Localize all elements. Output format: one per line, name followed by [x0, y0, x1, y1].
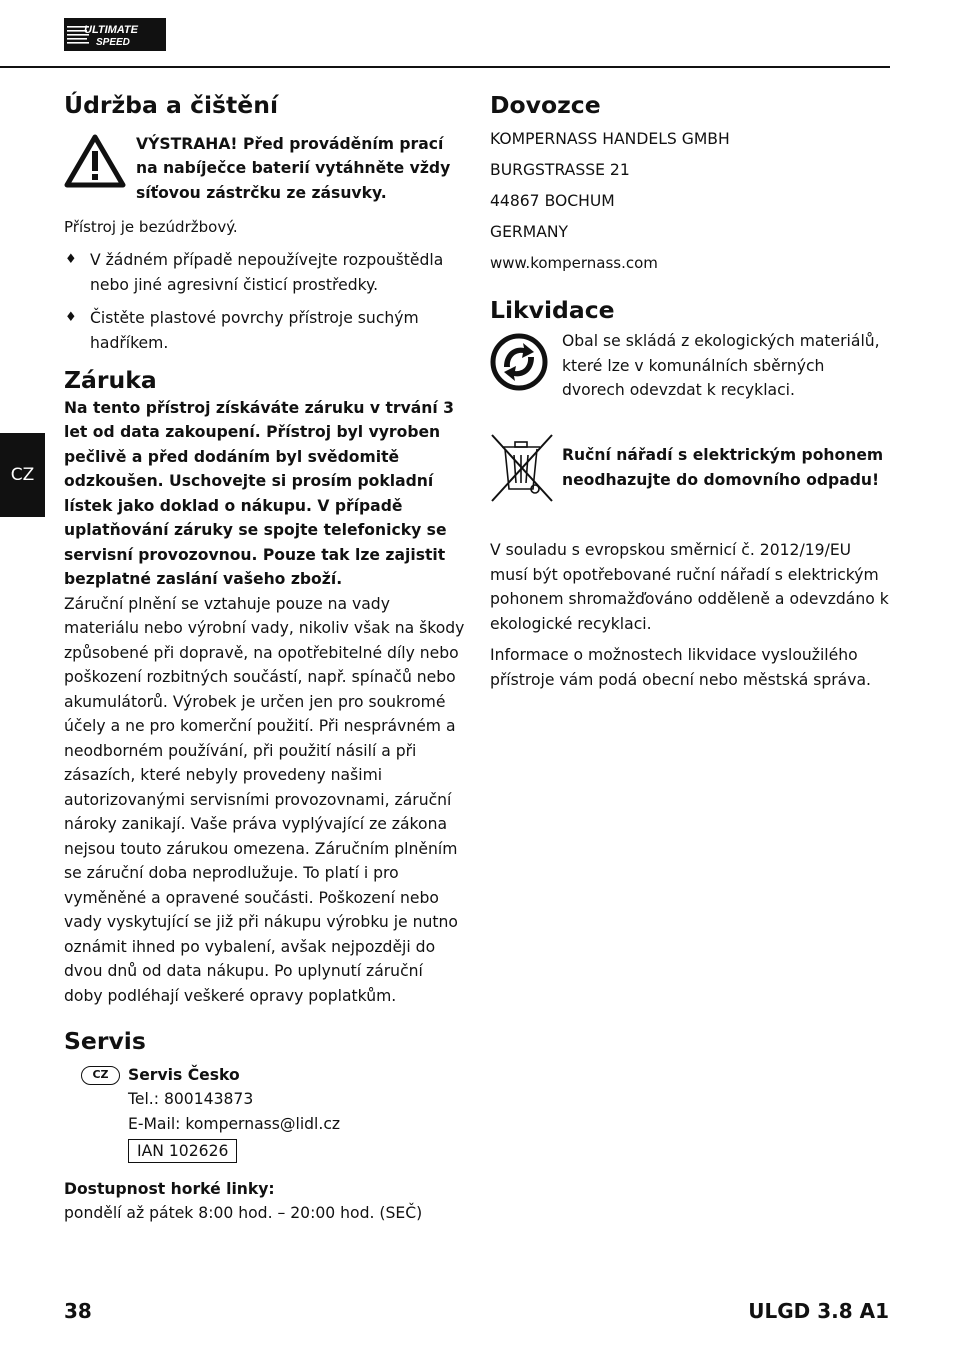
- country-badge: CZ: [81, 1066, 120, 1085]
- logo-top-text: ULTIMATE: [84, 24, 138, 36]
- disposal-info-text: Informace o možnostech likvidace vysloužilého přístroje vám podá obecní nebo městská správa.: [490, 646, 871, 689]
- warranty-heading: Záruka: [64, 366, 157, 395]
- importer-line: 44867 BOCHUM: [490, 191, 615, 210]
- service-phone: Tel.: 800143873: [128, 1090, 254, 1109]
- language-side-tab: CZ: [0, 433, 45, 517]
- service-heading: Servis: [64, 1027, 146, 1056]
- service-name: Servis Česko: [128, 1065, 240, 1084]
- crossed-bin-icon: [490, 433, 556, 503]
- importer-line: KOMPERNASS HANDELS GMBH: [490, 129, 730, 148]
- model-number: ULGD 3.8 A1: [748, 1299, 889, 1323]
- logo-bottom-text: SPEED: [96, 37, 130, 48]
- bullet-text: V žádném případě nepoužívejte rozpouštědla nebo jiné agresivní čisticí prostředky.: [90, 251, 444, 294]
- service-email: E-Mail: kompernass@lidl.cz: [128, 1114, 341, 1133]
- warning-text: VÝSTRAHA! Před prováděním prací na nabíječce baterií vytáhněte vždy síťovou zástrčku ze zásuvky.: [136, 134, 451, 202]
- directive-text: V souladu s evropskou směrnicí č. 2012/19/EU musí být opotřebované ruční nářadí s elektrickým pohonem shromažďováno odděleně a odevzdáno k ekologické recyklaci.: [490, 541, 889, 633]
- maintenance-heading: Údržba a čištění: [64, 91, 279, 119]
- disposal-heading: Likvidace: [490, 295, 615, 324]
- right-column: [490, 90, 890, 692]
- maintenance-warning: [64, 132, 466, 210]
- ian-box: IAN 102626: [128, 1139, 237, 1163]
- list-item: [64, 306, 466, 355]
- warranty-text: Záruční plnění se vztahuje pouze na vady materiálu nebo výrobní vady, nikoliv však na škody způsobené při dopravě, na opotřebitelné díly nebo poškození rozbitných součástí, např. spínačů nebo akumulátorů. Výrobek je určen jen pro soukromé účely a ne pro komerční použití. Při nesprávném a neodborném používání, při použití násilí a při zásazích, které nebyly provedeny našimi autorizovanými servisními provozovnami, záruční nároky zanikají. Vaše práva vyplývající ze zákona nejsou touto zárukou omezena. Záručním plněním se záruční doba neprodlužuje. To platí i pro vyměněné a opravené součásti. Poškození nebo vady vyskytující se již při nákupu výrobku je nutno oznámit ihned po vybalení, avšak nejpozději do dvou dnů od data nákupu. Po uplynutí záruční doby podléhají veškeré opravy poplatkům.: [64, 594, 465, 1005]
- bullet-diamond-icon: ♦: [65, 310, 77, 326]
- warranty-bold-text: Na tento přístroj získáváte záruku v trvání 3 let od data zakoupení. Přístroj byl vyroben pečlivě a před dodáním byl svědomitě odzkoušen. Uschovejte si prosím pokladní lístek jako doklad o nákupu. V případě uplatňování záruky se spojte telefonicky se servisní provozovnou. Pouze tak lze zajistit bezplatné zaslání vašeho zboží.: [64, 398, 455, 589]
- maintenance-intro: Přístroj je bezúdržbový.: [64, 217, 238, 236]
- header-rule: [0, 66, 890, 68]
- packaging-recycling: [490, 329, 890, 409]
- importer-line: BURGSTRASSE 21: [490, 160, 630, 179]
- brand-logo: [64, 18, 166, 51]
- recycling-green-dot-icon: [490, 333, 548, 391]
- weee-text: Ruční nářadí s elektrickým pohonem neodhazujte do domovního odpadu!: [562, 446, 884, 489]
- packaging-text: Obal se skládá z ekologických materiálů, které lze v komunálních sběrných dvorech odevzdat k recyklaci.: [562, 332, 880, 400]
- left-column: [64, 90, 466, 1226]
- warning-triangle-icon: [64, 134, 126, 188]
- hotline-hours: pondělí až pátek 8:00 hod. – 20:00 hod. (SEČ): [64, 1204, 423, 1223]
- importer-line: GERMANY: [490, 222, 569, 241]
- bullet-text: Čistěte plastové povrchy přístroje suchým hadříkem.: [90, 309, 419, 352]
- bullet-diamond-icon: ♦: [65, 252, 77, 268]
- list-item: [64, 248, 466, 297]
- hotline-label: Dostupnost horké linky:: [64, 1179, 275, 1198]
- importer-heading: Dovozce: [490, 91, 601, 119]
- importer-address: [490, 124, 890, 279]
- importer-website: www.kompernass.com: [490, 253, 658, 272]
- service-contact: [64, 1063, 466, 1164]
- page-number: 38: [64, 1299, 92, 1323]
- weee-notice: [490, 443, 890, 519]
